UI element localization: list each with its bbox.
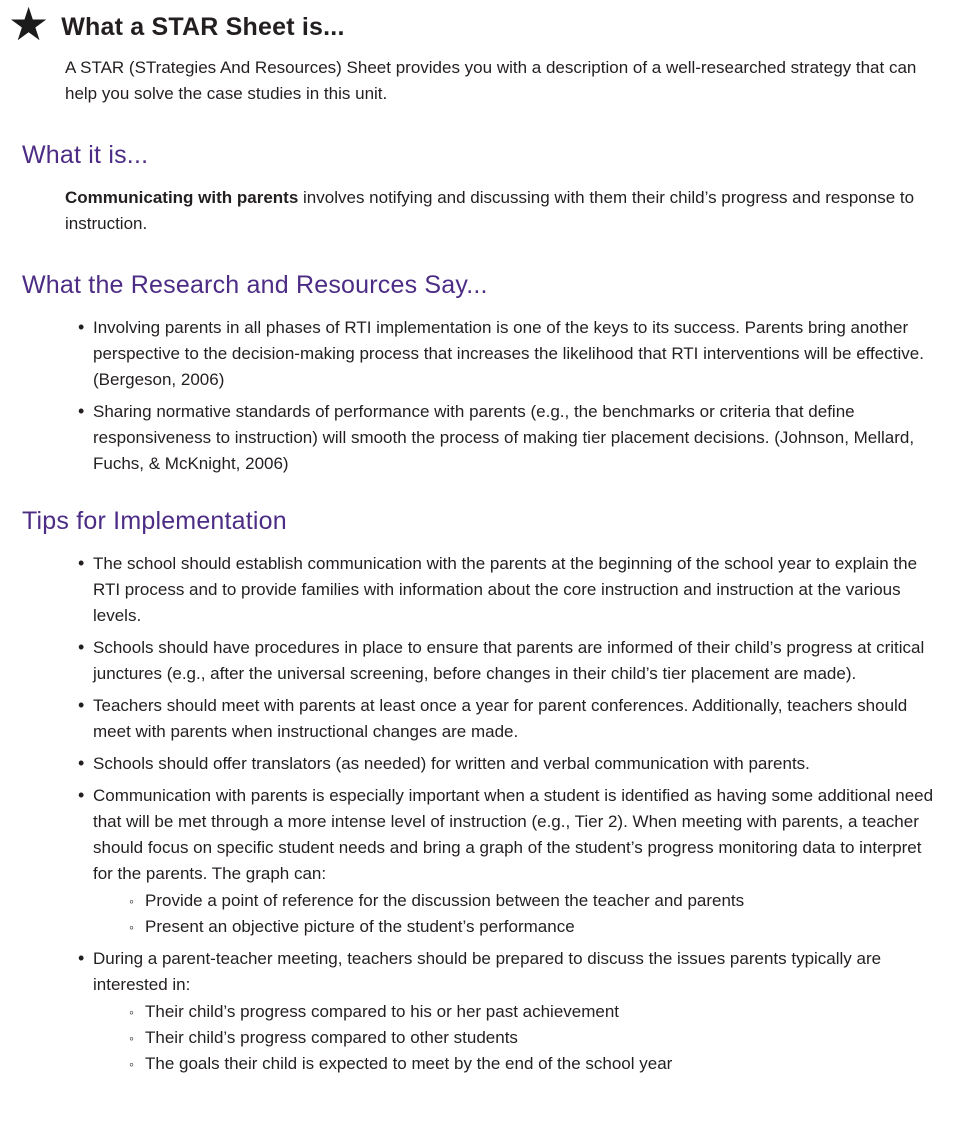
sub-bullet-text: Their child’s progress compared to his or her past achievement [145, 1002, 620, 1022]
sub-list-item [145, 914, 935, 940]
bullet-text: Communication with parents is especially important when a student is identified as having some additional need that will be met through a more intense level of instruction (e.g., Tier 2). When meeting with parents, a teacher should focus on specific student needs and bring a graph of the student’s progress monitoring data to interpret for the parents. The graph can: [93, 786, 934, 884]
bullet-text: Sharing normative standards of performance with parents (e.g., the benchmarks or criteria that define responsiveness to instruction) will smooth the process of making tier placement decisions. (Johnson, Mellard, Fuchs, & McKnight, 2006) [93, 402, 915, 474]
bullet-text: During a parent-teacher meeting, teachers should be prepared to discuss the issues parents typically are interested in: [93, 949, 882, 995]
list-item [93, 635, 935, 687]
sub-bullet-text: Their child’s progress compared to other students [145, 1028, 518, 1048]
what-it-is-body-text: involves notifying and discussing with them their child’s progress and response to instruction. [65, 188, 915, 234]
list-item [93, 399, 935, 477]
sub-list-item [145, 999, 935, 1025]
list-item [93, 946, 935, 1077]
section-heading-tips: Tips for Implementation [22, 507, 287, 536]
list-item [93, 693, 935, 745]
research-bullet-list [0, 315, 941, 477]
sub-bullet-text: Provide a point of reference for the discussion between the teacher and parents [145, 891, 745, 911]
star-icon: ★ [8, 0, 50, 50]
bullet-text: The school should establish communication with the parents at the beginning of the school year to explain the RTI process and to provide families with information about the core instruction and instruction at the various levels. [93, 554, 918, 626]
graph-can-sublist [93, 888, 935, 940]
sub-list-item [145, 1051, 935, 1077]
bullet-text: Schools should offer translators (as needed) for written and verbal communication with parents. [93, 754, 810, 774]
bullet-text: Schools should have procedures in place to ensure that parents are informed of their child’s progress at critical junctures (e.g., after the universal screening, before changes in their child’s tier placement are made). [93, 638, 925, 684]
bullet-text: Involving parents in all phases of RTI implementation is one of the keys to its success. Parents bring another perspective to the decision-making process that increases the likelihood that RTI interventions will be effective. (Bergeson, 2006) [93, 318, 924, 390]
bold-term-communicating-with-parents: Communicating with parents [65, 188, 299, 208]
list-item [93, 551, 935, 629]
sub-bullet-text: The goals their child is expected to meet by the end of the school year [145, 1054, 673, 1074]
list-item [93, 783, 935, 940]
bullet-text: Teachers should meet with parents at least once a year for parent conferences. Additionally, teachers should meet with parents when instructional changes are made. [93, 696, 908, 742]
section-heading-research: What the Research and Resources Say... [22, 271, 488, 300]
title-row [8, 0, 955, 50]
sub-list-item [145, 1025, 935, 1051]
what-it-is-paragraph [65, 185, 927, 237]
intro-paragraph: A STAR (STrategies And Resources) Sheet provides you with a description of a well-researched strategy that can help you solve the case studies in this unit. [65, 58, 917, 104]
tips-bullet-list [0, 551, 941, 1077]
section-heading-what-it-is: What it is... [22, 141, 149, 170]
list-item [93, 751, 935, 777]
page-title: What a STAR Sheet is... [61, 13, 345, 42]
parent-interests-sublist [93, 999, 935, 1077]
list-item [93, 315, 935, 393]
sub-bullet-text: Present an objective picture of the student’s performance [145, 917, 575, 937]
sub-list-item [145, 888, 935, 914]
